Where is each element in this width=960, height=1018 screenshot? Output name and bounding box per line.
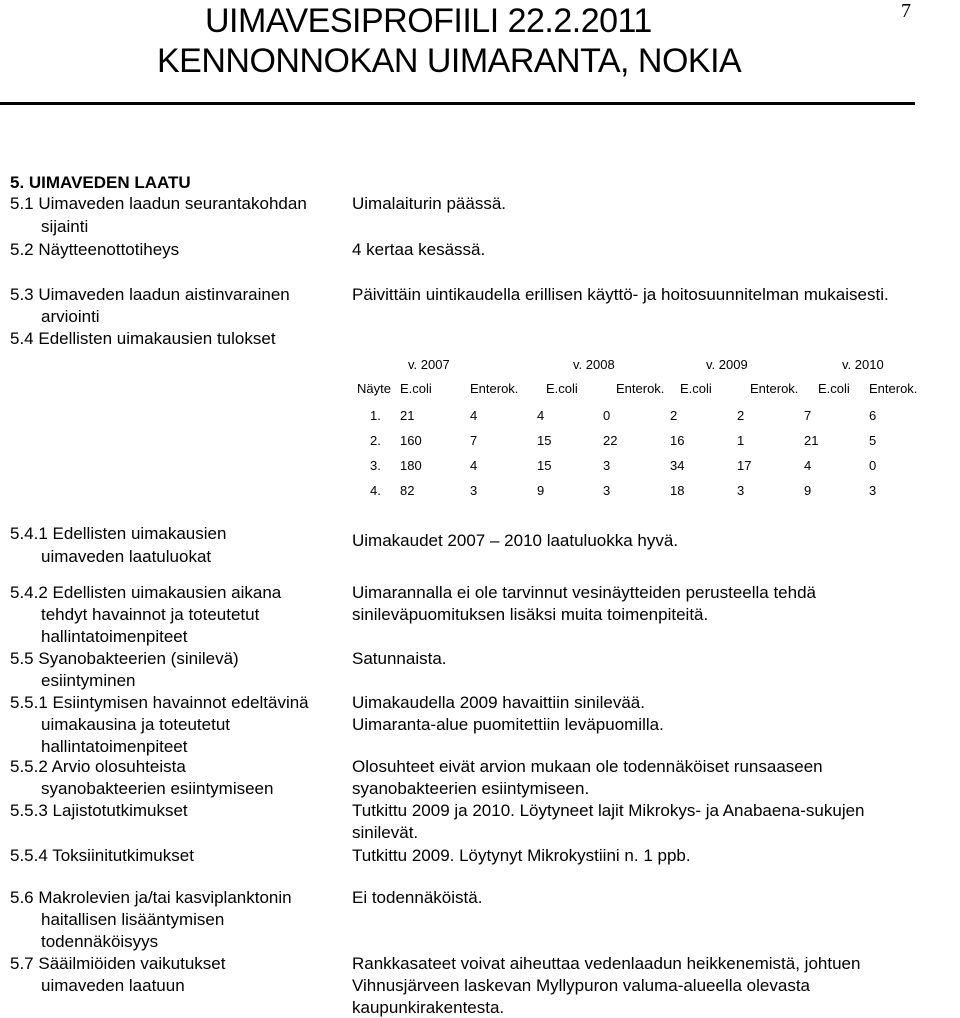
s551-value-1: Uimakaudella 2009 havaittiin sinilevää. (352, 693, 645, 712)
table-cell: 34 (670, 458, 685, 473)
s55-value: Satunnaista. (352, 649, 447, 668)
s56-label-2: haitallisen lisääntymisen (41, 910, 225, 929)
s551-label-3: hallintatoimenpiteet (41, 737, 188, 756)
year-header-2009: v. 2009 (706, 357, 748, 372)
table-cell: 2 (670, 408, 678, 423)
s56-value: Ei todennäköistä. (352, 888, 483, 907)
table-cell: 82 (400, 483, 415, 498)
s552-value-2: syanobakteerien esiintymiseen. (352, 779, 590, 798)
table-cell: 17 (737, 458, 752, 473)
s553-label: 5.5.3 Lajistotutkimukset (10, 801, 188, 820)
s541-label-1: 5.4.1 Edellisten uimakausien (10, 524, 227, 543)
table-cell: 3 (603, 483, 611, 498)
s56-label-3: todennäköisyys (41, 932, 159, 951)
s541-label-2: uimaveden laatuluokat (41, 547, 212, 566)
sample-column-header: Näyte (357, 381, 391, 396)
s57-label-2: uimaveden laatuun (41, 976, 185, 995)
sub-header: Enterok. (869, 381, 918, 396)
s554-value: Tutkittu 2009. Löytynyt Mikrokystiini n. 1 ppb. (352, 846, 691, 865)
sub-header: E.coli (818, 381, 850, 396)
s57-value-3: kaupunkirakentesta. (352, 998, 505, 1017)
s56-label-1: 5.6 Makrolevien ja/tai kasviplanktonin (10, 888, 292, 907)
table-cell: 3 (869, 483, 877, 498)
table-cell: 21 (400, 408, 415, 423)
year-header-2010: v. 2010 (842, 357, 884, 372)
s542-value-2: sinileväpuomituksen lisäksi muita toimenpiteitä. (352, 605, 709, 624)
table-cell: 2 (737, 408, 745, 423)
table-cell: 9 (537, 483, 545, 498)
s553-value-1: Tutkittu 2009 ja 2010. Löytyneet lajit Mikrokys- ja Anabaena-sukujen (352, 801, 865, 820)
s55-label-1: 5.5 Syanobakteerien (sinilevä) (10, 649, 239, 668)
table-cell: 180 (400, 458, 422, 473)
table-cell: 16 (670, 433, 685, 448)
table-cell: 6 (869, 408, 877, 423)
table-cell: 9 (804, 483, 812, 498)
s551-label-2: uimakausina ja toteutetut (41, 715, 231, 734)
table-cell: 4 (804, 458, 812, 473)
document-title-line-2: KENNONNOKAN UIMARANTA, NOKIA (157, 42, 742, 80)
sample-number: 1. (370, 408, 381, 423)
s57-value-1: Rankkasateet voivat aiheuttaa vedenlaadun heikkenemistä, johtuen (352, 954, 861, 973)
s552-value-1: Olosuhteet eivät arvion mukaan ole todennäköiset runsaaseen (352, 757, 823, 776)
sub-header: Enterok. (750, 381, 799, 396)
s542-label-1: 5.4.2 Edellisten uimakausien aikana (10, 583, 282, 602)
table-cell: 0 (603, 408, 611, 423)
table-cell: 3 (470, 483, 478, 498)
page-number: 7 (901, 0, 911, 22)
table-cell: 7 (470, 433, 478, 448)
document-title-line-1: UIMAVESIPROFIILI 22.2.2011 (205, 2, 652, 40)
table-cell: 1 (737, 433, 745, 448)
sub-header: E.coli (546, 381, 578, 396)
section-heading: 5. UIMAVEDEN LAATU (10, 173, 191, 192)
table-cell: 4 (470, 408, 478, 423)
table-cell: 15 (537, 458, 552, 473)
s542-label-3: hallintatoimenpiteet (41, 627, 188, 646)
s553-value-2: sinilevät. (352, 823, 419, 842)
s542-value-1: Uimarannalla ei ole tarvinnut vesinäytteiden perusteella tehdä (352, 583, 817, 602)
s542-label-2: tehdyt havainnot ja toteutetut (41, 605, 260, 624)
sample-number: 4. (370, 483, 381, 498)
table-cell: 4 (470, 458, 478, 473)
table-cell: 3 (737, 483, 745, 498)
s552-label-1: 5.5.2 Arvio olosuhteista (10, 757, 186, 776)
s51-label-1: 5.1 Uimaveden laadun seurantakohdan (10, 194, 307, 213)
s57-value-2: Vihnusjärveen laskevan Myllypuron valuma-alueella olevasta (352, 976, 810, 995)
sub-header: E.coli (400, 381, 432, 396)
sub-header: E.coli (680, 381, 712, 396)
s541-value: Uimakaudet 2007 – 2010 laatuluokka hyvä. (352, 531, 679, 550)
s51-label-2: sijainti (41, 217, 89, 236)
table-cell: 21 (804, 433, 819, 448)
s53-value: Päivittäin uintikaudella erillisen käyttö- ja hoitosuunnitelman mukaisesti. (352, 285, 889, 304)
table-cell: 15 (537, 433, 552, 448)
year-header-2007: v. 2007 (408, 357, 450, 372)
s552-label-2: syanobakteerien esiintymiseen (41, 779, 274, 798)
s57-label-1: 5.7 Sääilmiöiden vaikutukset (10, 954, 226, 973)
s55-label-2: esiintyminen (41, 671, 136, 690)
table-cell: 3 (603, 458, 611, 473)
s52-label: 5.2 Näytteenottotiheys (10, 240, 180, 259)
sample-number: 2. (370, 433, 381, 448)
s551-label-1: 5.5.1 Esiintymisen havainnot edeltävinä (10, 693, 309, 712)
table-cell: 7 (804, 408, 812, 423)
s53-label-1: 5.3 Uimaveden laadun aistinvarainen (10, 285, 290, 304)
table-cell: 160 (400, 433, 422, 448)
s54-label: 5.4 Edellisten uimakausien tulokset (10, 329, 276, 348)
table-cell: 5 (869, 433, 877, 448)
table-cell: 0 (869, 458, 877, 473)
table-cell: 22 (603, 433, 618, 448)
sub-header: Enterok. (616, 381, 665, 396)
table-cell: 18 (670, 483, 685, 498)
sample-number: 3. (370, 458, 381, 473)
s554-label: 5.5.4 Toksiinitutkimukset (10, 846, 194, 865)
s551-value-2: Uimaranta-alue puomitettiin leväpuomilla. (352, 715, 664, 734)
s52-value: 4 kertaa kesässä. (352, 240, 486, 259)
s51-value: Uimalaiturin päässä. (352, 194, 507, 213)
s53-label-2: arviointi (41, 307, 100, 326)
year-header-2008: v. 2008 (573, 357, 615, 372)
table-cell: 4 (537, 408, 545, 423)
sub-header: Enterok. (470, 381, 519, 396)
header-rule (0, 102, 915, 105)
